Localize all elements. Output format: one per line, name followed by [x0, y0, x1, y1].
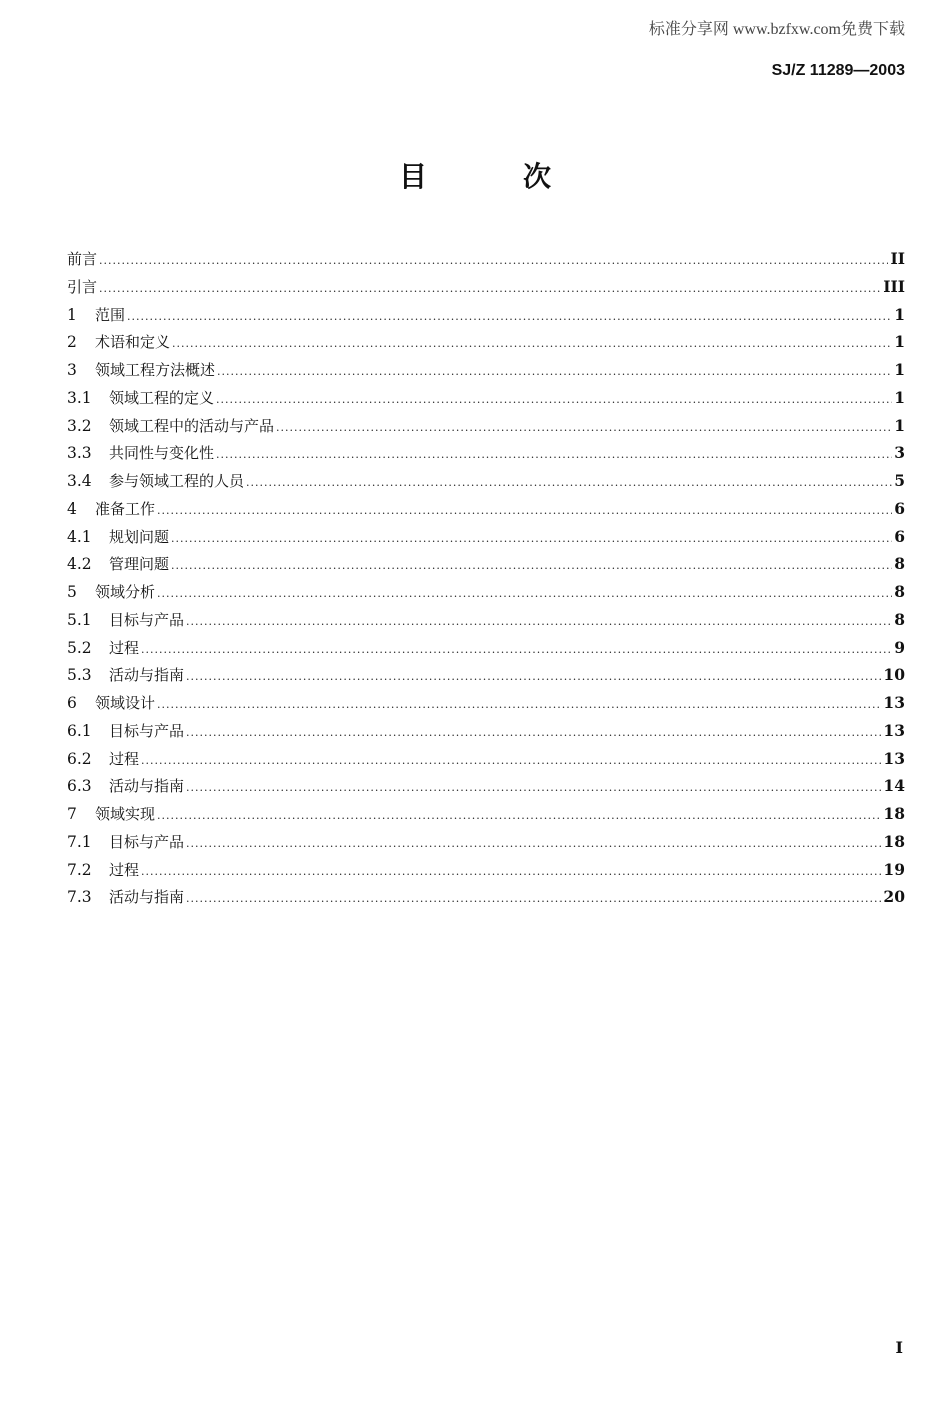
toc-leader — [171, 552, 892, 580]
toc-page: 8 — [894, 609, 905, 629]
toc-leader — [157, 497, 892, 525]
toc-number: 7 — [67, 805, 77, 823]
toc-page: 18 — [883, 831, 905, 851]
toc-entry[interactable] — [67, 495, 905, 523]
toc-number: 6 — [67, 694, 77, 712]
page-title — [0, 155, 950, 195]
toc-number: 4.1 — [67, 527, 92, 546]
toc-leader — [157, 802, 881, 830]
toc-leader — [141, 636, 892, 664]
toc-entry[interactable] — [67, 745, 905, 773]
toc-number: 1 — [67, 305, 77, 324]
toc-leader — [172, 330, 892, 358]
toc-label: 过程 — [109, 860, 140, 879]
toc-leader — [276, 414, 892, 442]
toc-leader — [186, 830, 881, 858]
toc-label: 领域工程的定义 — [109, 388, 215, 407]
toc-label: 活动与指南 — [109, 666, 185, 685]
toc-leader — [127, 303, 892, 331]
toc-page: 6 — [894, 526, 905, 546]
toc-label: 共同性与变化性 — [109, 444, 215, 463]
toc-label: 术语和定义 — [95, 333, 171, 352]
toc-number: 3.1 — [67, 388, 92, 407]
page-number: I — [895, 1338, 903, 1357]
toc-label: 目标与产品 — [109, 610, 185, 629]
toc-page: 9 — [894, 637, 905, 657]
toc-page: 13 — [883, 693, 905, 712]
toc-label: 参与领域工程的人员 — [109, 472, 245, 490]
toc-label: 目标与产品 — [109, 721, 185, 740]
toc-number: 5.3 — [67, 666, 92, 685]
toc-page: 1 — [894, 304, 905, 324]
toc-entry[interactable] — [67, 717, 905, 745]
toc-leader — [186, 663, 881, 691]
toc-label: 过程 — [109, 638, 140, 657]
toc-label: 管理问题 — [109, 555, 170, 574]
toc-number: 4.2 — [67, 555, 92, 574]
toc-entry[interactable] — [67, 245, 905, 273]
toc-number: 5.2 — [67, 638, 92, 657]
toc-leader — [246, 469, 892, 497]
toc-entry[interactable] — [67, 439, 905, 467]
toc-leader — [186, 774, 881, 802]
toc-number: 6.1 — [67, 721, 92, 740]
toc-leader — [217, 358, 892, 386]
toc-page: 18 — [883, 804, 905, 823]
toc-entry[interactable] — [67, 328, 905, 356]
toc-number: 3.3 — [67, 444, 92, 463]
toc-leader — [99, 247, 888, 275]
toc-label: 活动与指南 — [109, 888, 185, 907]
toc-entry[interactable] — [67, 273, 905, 301]
toc-number: 6.2 — [67, 749, 92, 768]
toc-number: 5 — [67, 583, 77, 601]
toc-page: III — [883, 276, 905, 296]
toc-label: 领域设计 — [95, 694, 156, 712]
toc-entry[interactable] — [67, 523, 905, 551]
toc-label: 过程 — [109, 749, 140, 768]
toc-label: 前言 — [67, 250, 98, 268]
toc-entry[interactable] — [67, 883, 905, 911]
toc-page: 3 — [894, 443, 905, 463]
toc-page: 6 — [894, 498, 905, 518]
toc-label: 引言 — [67, 277, 98, 296]
toc-entry[interactable] — [67, 301, 905, 329]
toc-leader — [141, 858, 881, 886]
toc-page: 1 — [894, 332, 905, 352]
title-char: 目 — [398, 160, 427, 193]
toc-leader — [186, 885, 881, 913]
toc-number: 3.2 — [67, 416, 92, 435]
toc-number: 6.3 — [67, 777, 92, 796]
toc-page: 13 — [883, 720, 905, 740]
toc-label: 准备工作 — [95, 499, 156, 518]
toc-label: 目标与产品 — [109, 832, 185, 851]
toc-leader — [141, 747, 881, 775]
toc-entry[interactable] — [67, 634, 905, 662]
toc-page: 1 — [894, 415, 905, 435]
toc-page: 5 — [894, 471, 905, 490]
toc-label: 领域实现 — [95, 805, 156, 823]
toc-entry[interactable] — [67, 800, 905, 828]
toc-label: 活动与指南 — [109, 777, 185, 796]
toc-leader — [216, 441, 892, 469]
toc-label: 领域分析 — [95, 583, 156, 601]
toc-label: 范围 — [95, 305, 126, 324]
toc-page: II — [890, 249, 905, 268]
toc-number: 7.3 — [67, 888, 92, 907]
toc-entry[interactable] — [67, 467, 905, 495]
toc-number: 3.4 — [67, 472, 92, 490]
toc-page: 8 — [894, 582, 905, 601]
title-char: 次 — [523, 160, 552, 193]
toc-number: 7.2 — [67, 860, 92, 879]
toc-entry[interactable] — [67, 856, 905, 884]
toc-entry[interactable] — [67, 356, 905, 384]
toc-leader — [157, 580, 892, 608]
toc-page: 1 — [894, 360, 905, 379]
toc-label: 领域工程方法概述 — [95, 361, 216, 379]
toc-leader — [157, 691, 881, 719]
toc-entry[interactable] — [67, 772, 905, 800]
watermark: 标准分享网 www.bzfxw.com免费下载 — [648, 21, 905, 38]
toc-number: 2 — [67, 333, 77, 352]
toc-number: 3 — [67, 361, 77, 379]
toc-entry[interactable] — [67, 661, 905, 689]
toc-page: 13 — [883, 748, 905, 768]
toc-entry[interactable] — [67, 828, 905, 856]
toc-page: 1 — [894, 387, 905, 407]
toc-page: 10 — [883, 665, 905, 685]
toc-entry[interactable] — [67, 578, 905, 606]
toc-entry[interactable] — [67, 412, 905, 440]
toc-page: 19 — [883, 859, 905, 879]
toc-leader — [171, 525, 892, 553]
toc-number: 7.1 — [67, 832, 92, 851]
toc-entry[interactable] — [67, 384, 905, 412]
toc-entry[interactable] — [67, 606, 905, 634]
toc-entry[interactable] — [67, 550, 905, 578]
toc-leader — [186, 608, 892, 636]
toc-page: 8 — [894, 554, 905, 574]
toc-leader — [99, 275, 881, 303]
toc-label: 领域工程中的活动与产品 — [109, 416, 275, 435]
toc-page: 14 — [883, 776, 905, 796]
toc-label: 规划问题 — [109, 527, 170, 546]
table-of-contents — [67, 245, 905, 911]
toc-number: 4 — [67, 499, 77, 518]
toc-entry[interactable] — [67, 689, 905, 717]
toc-leader — [186, 719, 881, 747]
toc-page: 20 — [883, 887, 905, 907]
standard-number: SJ/Z 11289—2003 — [771, 62, 905, 79]
toc-leader — [216, 386, 892, 414]
toc-number: 5.1 — [67, 610, 92, 629]
